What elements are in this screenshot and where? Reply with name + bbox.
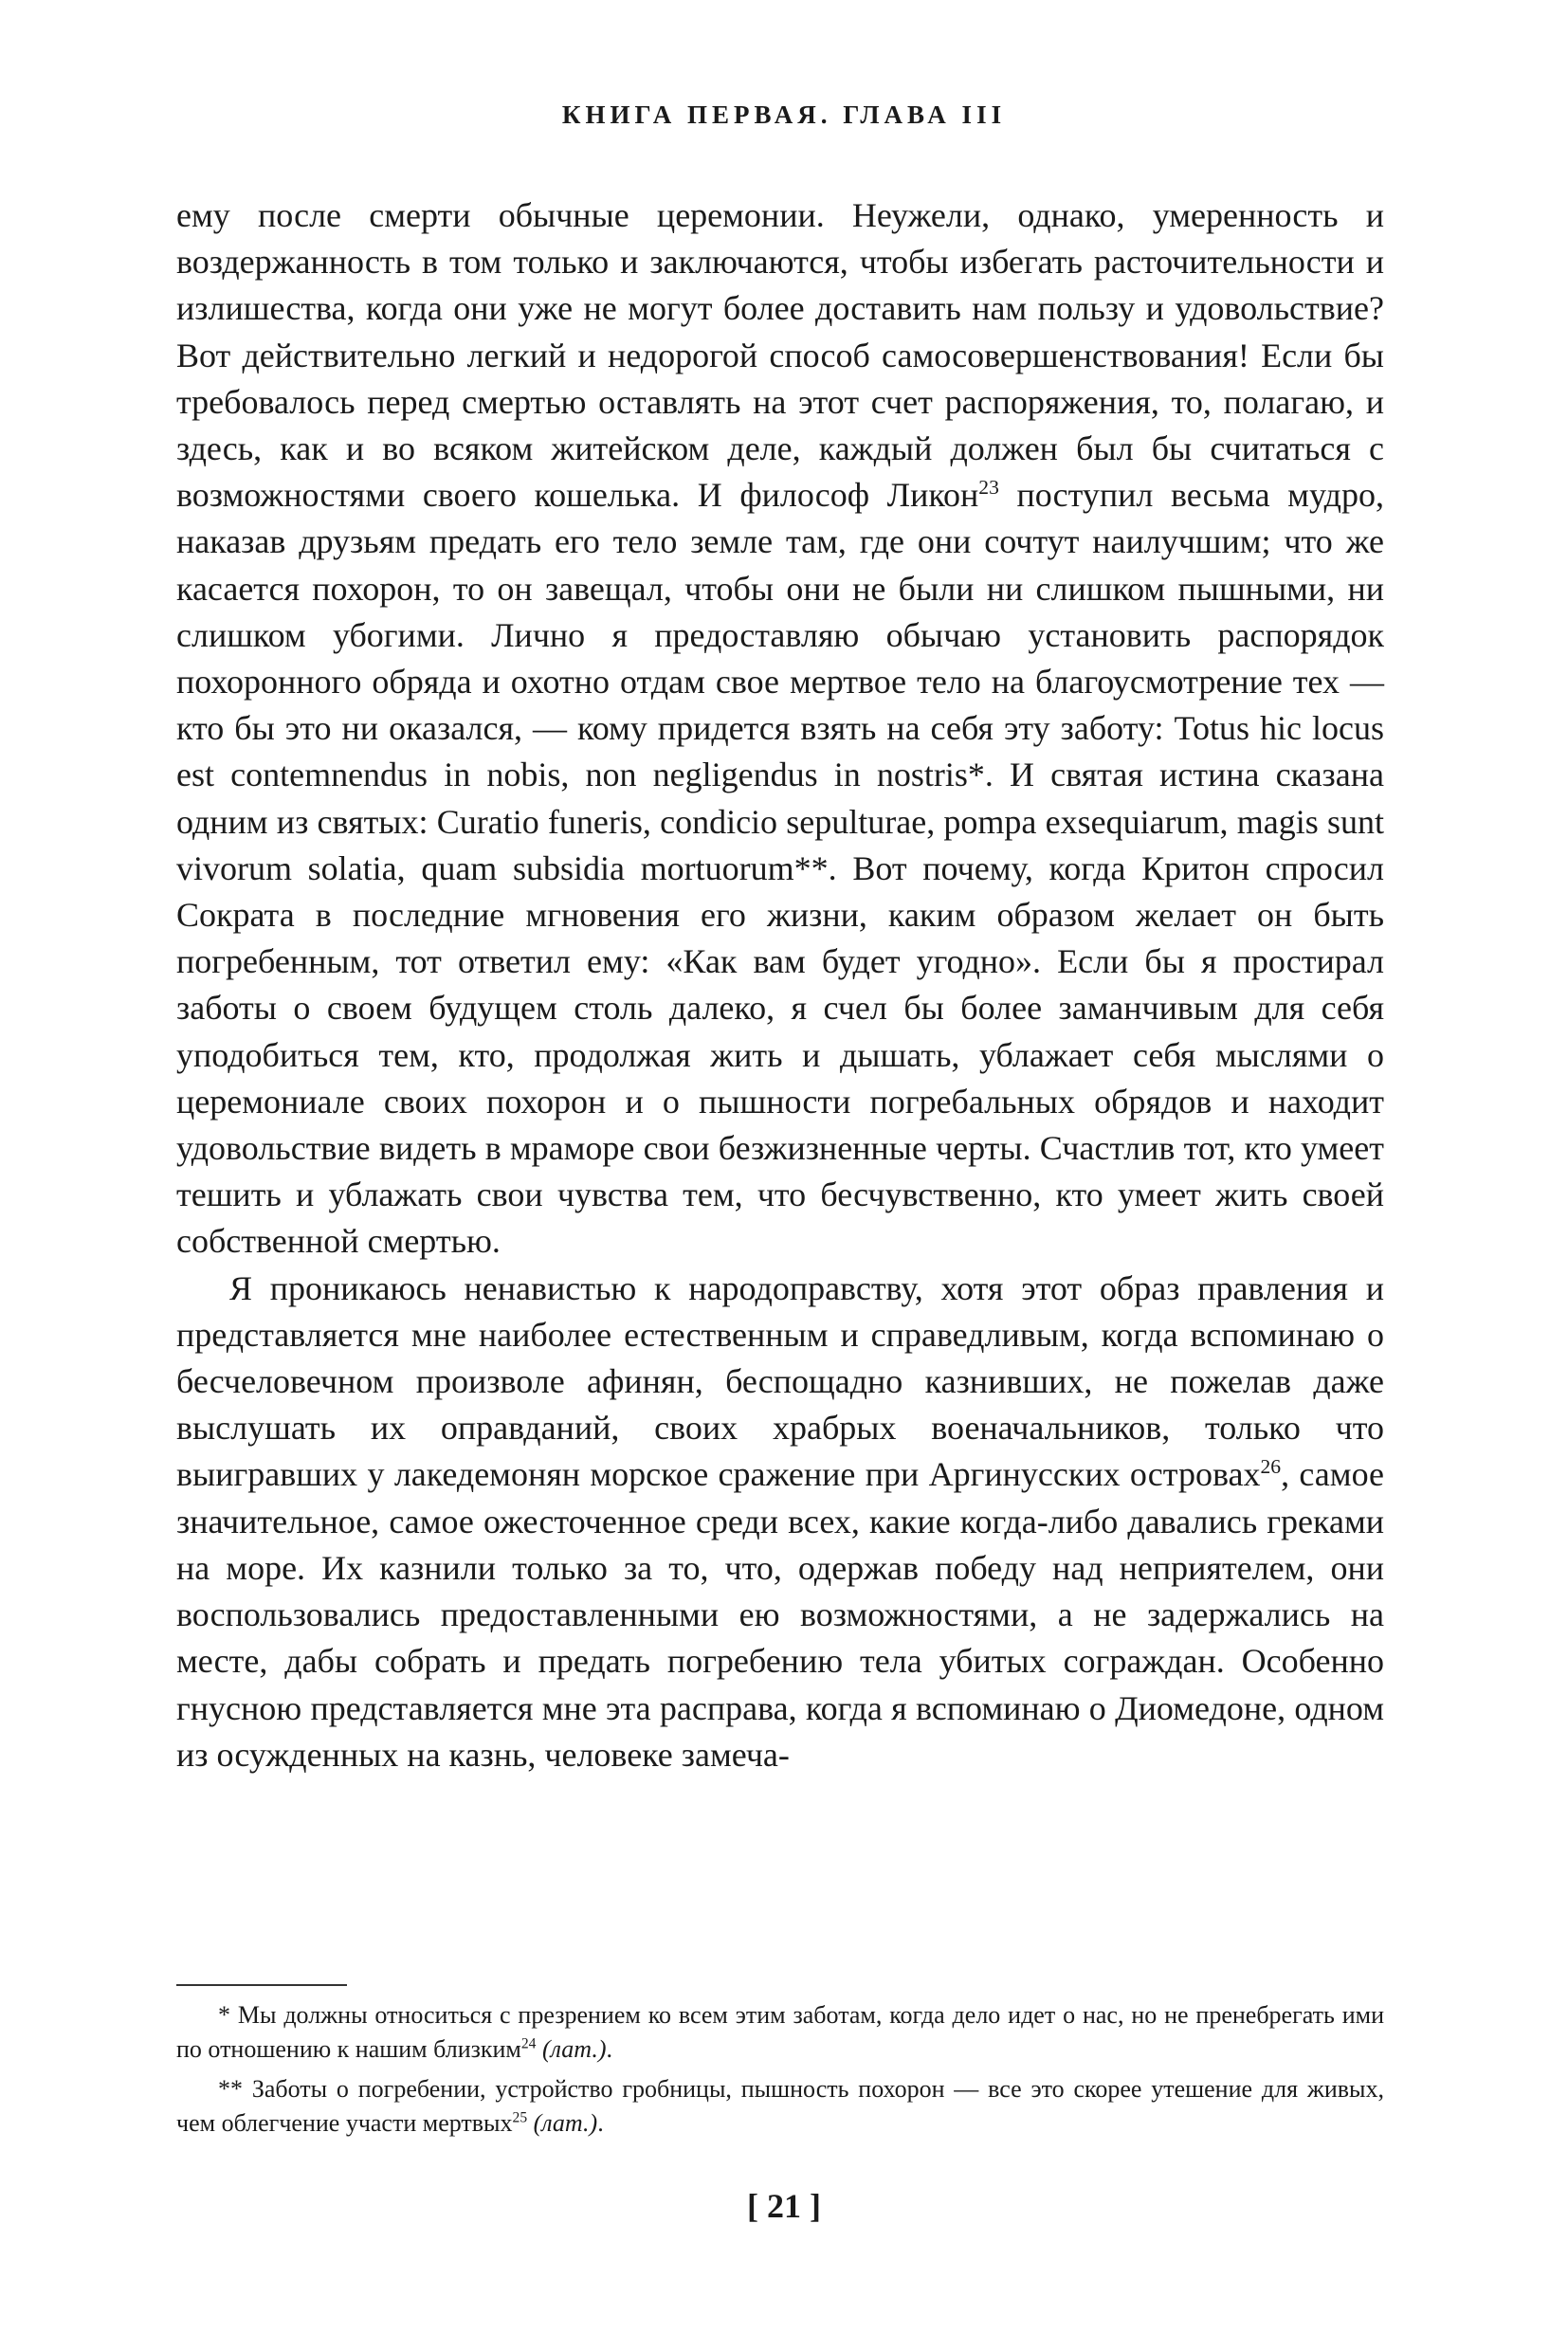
footnote: ** Заботы о погребении, устройство гробницы, пышность похорон — все это скорее утешение для живых, чем облегчение участи мертвых$^{25}$ (лат.). — [176, 2075, 1384, 2137]
paragraph: Я проникаюсь ненавистью к народоправству, хотя этот образ правления и представляется мне наиболее естественным и справедливым, когда вспоминаю о бесчеловечном произволе афинян, беспощадно казнивших, не пожелав даже выслушать их оправданий, своих храбрых военачальников, только что выигравших у лакедемонян морское сражение при Аргинусских островах$^{26}$, самое значительное, самое ожесточенное среди всех, какие когда-либо давались греками на море. Их казнили только за то, что, одержав победу над неприятелем, они воспользовались предоставленными ею возможностями, а не задержались на месте, дабы собрать и предать погребению тела убитых сограждан. Особенно гнусною представляется мне эта расправа, когда я вспоминаю о Диомедоне, одном из осужденных на казнь, человеке замеча- — [176, 1268, 1384, 1774]
body-text — [176, 192, 1384, 1778]
footnote-ref: 26 — [1260, 1455, 1282, 1479]
footnotes — [176, 1998, 1384, 2146]
language-note: (лат.) — [541, 2035, 607, 2063]
footnote-ref: 25 — [512, 2109, 528, 2126]
page-number: [ 21 ] — [747, 2187, 821, 2225]
footnote: * Мы должны относиться с презрением ко всем этим заботам, когда дело идет о нас, но не пренебрегать ими по отношению к нашим близким$^{24}$ (лат.). — [176, 2001, 1384, 2063]
footnote-ref: 24 — [520, 2035, 537, 2052]
running-head: КНИГА ПЕРВАЯ. ГЛАВА III — [561, 100, 1007, 129]
language-note: (лат.) — [533, 2109, 598, 2137]
footnote-ref: 23 — [978, 476, 999, 500]
paragraph: ему после смерти обычные церемонии. Неужели, однако, умеренность и воздержанность в том только и заключаются, чтобы избегать расточительности и излишества, когда они уже не могут более доставить нам пользу и удовольствие? Вот действительно легкий и недорогой способ самосовершенствования! Если бы требовалось перед смертью оставлять на этот счет распоряжения, то, полагаю, и здесь, как и во всяком житейском деле, каждый должен был бы считаться с возможностями своего кошелька. И философ Ликон$^{23}$ поступил весьма мудро, наказав друзьям предать его тело земле там, где они сочтут наилучшим; что же касается похорон, то он завещал, чтобы они не были ни слишком пышными, ни слишком убогими. Лично я предоставляю обычаю установить распорядок похоронного обряда и охотно отдам свое мертвое тело на благоусмотрение тех — кто бы это ни оказался, — кому придется взять на себя эту заботу: Totus hic locus est contemnendus in nobis, non negligendus in nostris*. И святая истина сказана одним из святых: Curatio funeris, condicio sepulturae, pompa exsequiarum, magis sunt vivorum solatia, quam subsidia mortuorum**. Вот почему, когда Критон спросил Сократа в последние мгновения его жизни, каким образом желает он быть погребенным, тот ответил ему: «Как вам будет угодно». Если бы я простирал заботы о своем будущем столь далеко, я счел бы более заманчивым для себя уподобиться тем, кто, продолжая жить и дышать, ублажает себя мыслями о церемониале своих похорон и о пышности погребальных обрядов и находит удовольствие видеть в мраморе свои безжизненные черты. Счастлив тот, кто умеет тешить и ублажать свои чувства тем, что бесчувственно, кто умеет жить своей собственной смертью. — [176, 196, 1384, 1261]
footnote-divider — [176, 1984, 347, 1986]
